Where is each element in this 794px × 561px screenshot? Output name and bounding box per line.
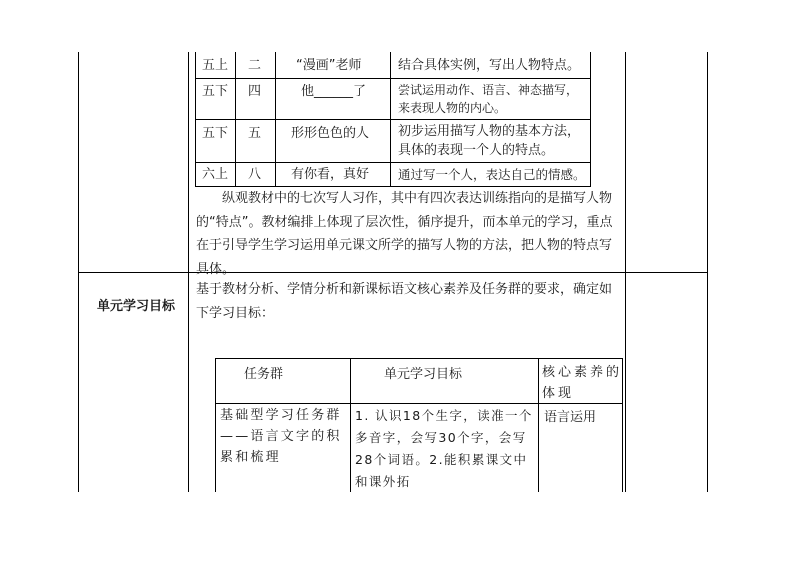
table-cell-unit: 八 <box>248 167 262 182</box>
table-cell-unit: 四 <box>248 84 262 99</box>
goals-header-unit-goals: 单元学习目标 <box>384 367 463 382</box>
goals-table-top-line <box>215 358 623 359</box>
goals-table-col-divider-2 <box>538 358 539 492</box>
table-cell-grade: 六上 <box>202 167 229 182</box>
table-cell-title: 有你看，真好 <box>291 167 370 182</box>
table-cell-grade: 五上 <box>202 58 229 73</box>
table-cell-title: 形形色色的人 <box>291 126 370 141</box>
goals-table-col-divider-1 <box>350 358 351 492</box>
goals-table-border-right <box>622 358 623 492</box>
table-cell-grade: 五下 <box>202 84 229 99</box>
table-cell-title: 他______了 <box>301 84 367 99</box>
goals-intro: 基于教材分析、学情分析和新课标语文核心素养及任务群的要求，确定如下学习目标： <box>196 282 613 321</box>
inner-table-row-line <box>195 162 591 163</box>
table-cell-unit: 五 <box>248 126 262 141</box>
section-label: 单元学习目标 <box>97 299 176 314</box>
goals-cell-literacy: 语言运用 <box>544 410 597 425</box>
table-cell-unit: 二 <box>248 58 262 73</box>
analysis-paragraph: 纵观教材中的七次写人习作，其中有四次表达训练指向的是描写人物的“特点”。教材编排上体现了层次性，循序提升，而本单元的学习，重点在于引导学生学习运用单元课文所学的描写人物的方法，把人物的特点写具体。 <box>196 191 613 277</box>
inner-table-row-line <box>195 119 591 120</box>
table-cell-desc: 初步运用描写人物的基本方法， <box>398 124 581 139</box>
table-cell-desc: 结合具体实例，写出人物特点。 <box>398 58 581 73</box>
table-cell-desc: 具体的表现一个人的特点。 <box>398 143 555 158</box>
goals-header-task-group: 任务群 <box>244 367 284 382</box>
table-cell-desc: 尝试运用动作、语言、神态描写， <box>398 83 579 97</box>
goals-cell-unit-goals: 1. 认识18个生字，读准一个多音字，会写30个字，会写28个词语。2.能积累课文中和课外拓 <box>355 408 533 489</box>
table-cell-desc: 来表现人物的内心。 <box>398 101 507 115</box>
table-cell-desc: 通过写一个人，表达自己的情感。 <box>398 167 586 182</box>
goals-header-literacy: 核心素养的体现 <box>542 365 623 401</box>
inner-table-row-line <box>195 78 591 79</box>
table-cell-title: “漫画”老师 <box>296 58 362 73</box>
goals-table-border-left <box>215 358 216 492</box>
goals-cell-task-group: 基础型学习任务群——语言文字的积累和梳理 <box>220 408 342 465</box>
table-cell-grade: 五下 <box>202 126 229 141</box>
